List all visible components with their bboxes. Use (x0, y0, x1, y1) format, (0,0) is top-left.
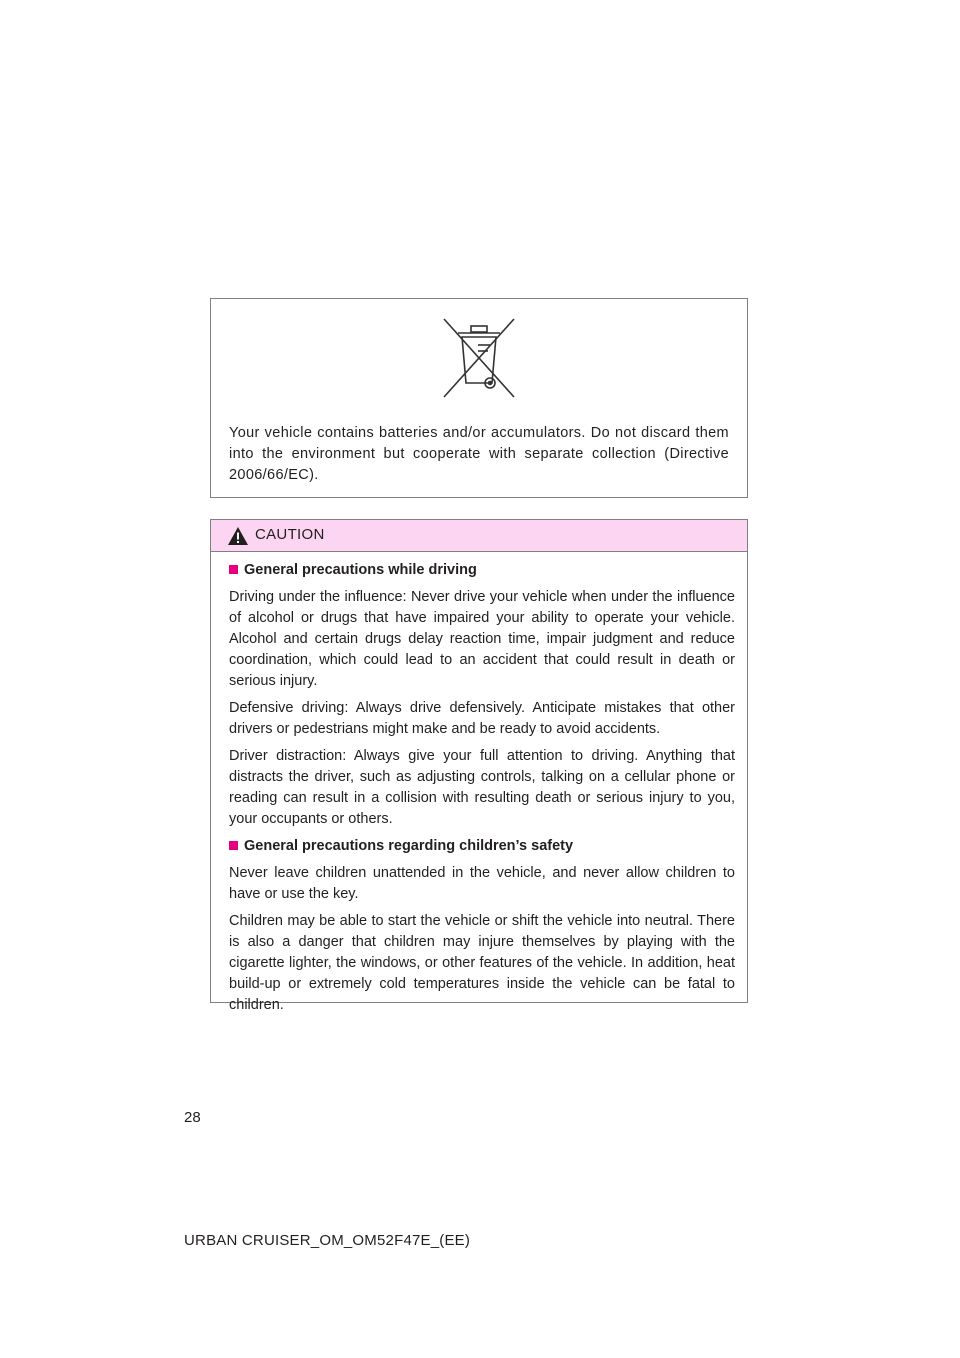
bullet-square-icon (229, 841, 238, 850)
caution-box (210, 519, 748, 1013)
caution-title: CAUTION (255, 526, 325, 543)
section-heading-driving (229, 560, 741, 581)
page-number: 28 (184, 1109, 201, 1126)
crossed-out-wheelie-bin-icon (438, 317, 520, 399)
section-heading-children (229, 836, 741, 857)
caution-header (211, 520, 747, 552)
paragraph-defensive-driving: Defensive driving: Always drive defensively. Anticipate mistakes that other drivers or pedestrians might make and be ready to avoid accidents. (229, 700, 735, 737)
caution-body (211, 560, 747, 1016)
warning-triangle-icon (227, 526, 249, 546)
paragraph-children-unattended: Never leave children unattended in the vehicle, and never allow children to have or use the key. (229, 865, 735, 902)
paragraph-children-dangers: Children may be able to start the vehicle or shift the vehicle into neutral. There is also a danger that children may injure themselves by playing with the cigarette lighter, the windows, or other features of the vehicle. In addition, heat build-up or extremely cold temperatures inside the vehicle can be fatal to children. (229, 913, 735, 1013)
paragraph-driving-influence: Driving under the influence: Never drive your vehicle when under the influence of alcohol or drugs that have impaired your ability to operate your vehicle. Alcohol and certain drugs delay reaction time, impair judgment and reduce coordination, which could lead to an accident that could result in death or serious injury. (229, 589, 735, 689)
disposal-text: Your vehicle contains batteries and/or accumulators. Do not discard them into the environment but cooperate with separate collection (Directive 2006/66/EC). (229, 425, 729, 483)
disposal-icon-container (211, 317, 747, 399)
paragraph-driver-distraction: Driver distraction: Always give your full attention to driving. Anything that distracts the driver, such as adjusting controls, talking on a cellular phone or reading can result in a collision with resulting death or serious injury to you, your occupants or others. (229, 748, 735, 827)
bullet-square-icon (229, 565, 238, 574)
section-heading-text: General precautions regarding children’s safety (244, 838, 574, 854)
footer-document-code: URBAN CRUISER_OM_OM52F47E_(EE) (184, 1232, 471, 1249)
section-heading-text: General precautions while driving (244, 562, 477, 578)
battery-disposal-notice (210, 298, 748, 498)
